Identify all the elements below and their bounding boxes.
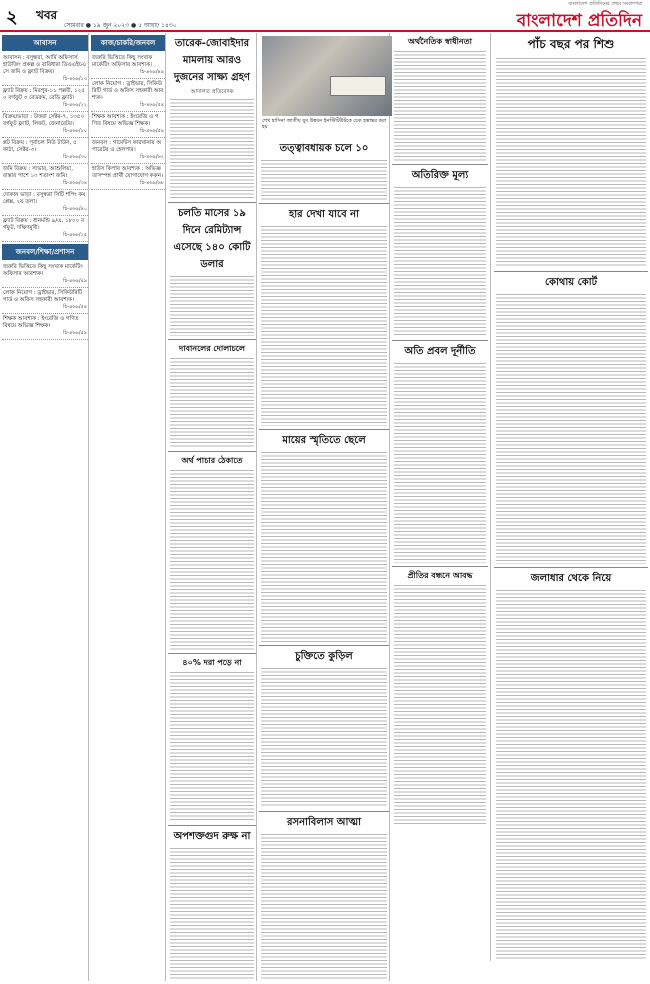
classified-ad-code: চি-৪৬৯/১৩ [63,76,87,82]
headline: তত্ত্বাবধায়ক চলে ১০ [279,143,369,154]
news-column-3 [168,33,257,981]
article-body [261,160,387,200]
article-body [394,51,486,161]
classified-header: কাজ/চাকরি/জনবল [91,35,165,51]
article-body [261,834,387,981]
article-body [394,363,486,563]
classified-ad-code: চি-৪৬৯/২২ [63,102,87,108]
classified-ad [2,86,88,112]
article-body [394,585,486,825]
classified-ad [2,138,88,164]
headline: তারেক-জোবাইদার মামলায় আরও দুজনের সাক্ষ্য গ্রহণ [174,38,250,83]
classified-ad [91,79,165,112]
article-body [170,470,254,650]
article-body [496,294,646,564]
classified-ad-text: ফ্ল্যাট বিক্রয় : মিরপুর-১১ পল্লবী, ১২৫০ বর্গফুট ৩ বেডরুম, রেডি ফ্ল্যাট। [3,88,85,101]
classified-ad-code: চি-৪৬৯/৫৪ [63,304,87,310]
classified-ad [2,112,88,138]
classified-ad-text: জনবল : গার্মেন্টস কারখানায় অপারেটর ও হেলপার। [92,140,162,153]
classified-ad-code: চি-৪৬৯/৫৪ [140,102,164,108]
headline: পাঁচ বছর পর শিশু [527,37,615,51]
classified-ad-code: চি-৪৬৯/৩০ [63,154,87,160]
classified-ad-text: ফ্ল্যাট বিক্রয় : ধানমন্ডি ৯/এ, ১৮০০ বর্গফুট, দক্ষিণমুখী। [3,218,85,231]
headline: অপশক্তগুদ রুক্ষ না [173,831,251,842]
article-body [170,672,254,822]
classified-ad [2,216,88,242]
dateline: সোমবার ● ১৯ জুন ২০২৩ ● ৫ আষাঢ় ১৪৩০ [64,22,177,29]
cheque-board [330,76,386,96]
classified-ad-code: চি-৪৬৯/৫৯ [63,330,87,336]
headline: অর্থনৈতিক স্বাধীনতা [408,37,472,46]
classified-ad-code: চি-৪৬৯/৪৯ [140,69,164,75]
classified-ad-text: জরুরি ভিত্তিতে কিছু সংখ্যক মার্কেটিং অফিসার আবশ্যক। [92,55,153,68]
section-name: খবর [36,8,58,22]
photo-caption: শেখ হাসিনা জাতীয় যুব উন্নয়ন ইনস্টিটিউটকে চেক হস্তান্তর করা হয় [262,118,387,130]
classified-ad-code: চি-৪৬৯/৬২ [140,154,164,160]
headline: রসনাবিলাস আত্মা [286,817,362,828]
classified-ad [91,53,165,79]
headline: মায়ের স্মৃতিতে ছেলে [282,435,366,446]
classified-ad [91,112,165,138]
headline: জলাধার থেকে নিয়ে [530,573,612,584]
classified-ad-code: চি-৪৬৮/১৫ [63,232,87,238]
classified-ad [91,164,165,190]
headline: চলতি মাসের ১৯ দিনে রেমিট্যান্স এসেছে ১৪০ কোটি ডলার [173,208,251,270]
classified-ad-text: আবাসন : বসুন্ধরা, আর্মি অফিসার্স হাউজিং প্রকল্প ও বারিধারা ডিওএইচএসে জমি ও ফ্ল্যাট বিক্রয়। [3,55,86,75]
classified-ad-text: হাউস কিপার আবশ্যক : অভিজ্ঞতাসম্পন্ন প্রার্থী যোগাযোগ করুন। [92,166,164,179]
headline: অতিরিক্ত মূল্য [411,170,469,181]
article-body [261,452,387,642]
classified-ad-text: জমি বিক্রয় : সাভার, আশুলিয়া, রাস্তার পাশে ১০ শতাংশ জমি। [3,166,73,179]
headline: দাবানলের দোলাচলে [179,344,245,353]
classifieds-column-1 [2,33,89,981]
classified-ad-code: চি-৪৬৮/১০ [63,128,87,134]
classified-ad-code: চি-৪৬৯/৬৮ [140,180,164,186]
classified-ad [2,190,88,216]
byline: আদালত প্রতিবেদক [190,89,234,95]
headline: হার দেখা যাবে না [289,209,359,220]
tagline: বাংলাদেশ প্রতিদিনের প্রথম সংবাদপত্র [568,1,642,7]
classified-ad-code: চি-৪৬৯/৪৯ [63,278,87,284]
classified-ad-text: দোকান ভাড়া : বসুন্ধরা সিটি শপিং কমপ্লেক্স, ২য় তলা। [3,192,86,205]
headline: অর্থ পাচার ঠেকাতে [181,456,243,465]
article-body [170,358,254,448]
article-body [394,187,486,337]
classified-ad [2,164,88,190]
classified-ad-text: প্লট বিক্রয় : পূর্বাচল নিউ টাউন, ৫ কাঠা, সেক্টর-৩। [3,140,77,153]
brand-logo: বাংলাদেশ প্রতিদিন [516,11,642,31]
classified-ad [91,138,165,164]
article-body [261,668,387,808]
classified-ad-text: জরুরি ভিত্তিতে কিছু সংখ্যক মার্কেটিং অফিসার আবশ্যক। [3,264,83,277]
classified-ad-text: শিক্ষক আবশ্যক : ইংরেজি ও গণিত বিষয়ে অভিজ্ঞ শিক্ষক। [3,316,79,329]
headline: ৪০% দরা পড়ে না [182,658,242,667]
article-body [170,848,254,981]
article-body [496,590,646,960]
classified-header: আবাসন [2,35,88,51]
classified-ad-code: চি-৪৬৯/৩৪ [63,180,87,186]
headline: চুক্তিতে কুড়িল [295,651,353,662]
classified-ad-text: লোক নিয়োগ : ড্রাইভার, সিকিউরিটি গার্ড ও অফিস সহকারী আবশ্যক। [3,290,83,303]
masthead [0,0,650,32]
classified-ad-text: শিক্ষক আবশ্যক : ইংরেজি ও গণিত বিষয়ে অভিজ্ঞ শিক্ষক। [92,114,159,127]
headline: কোথায় কোর্ট [544,277,598,288]
headline: প্রীতির বন্ধনে আবদ্ধ [407,571,473,580]
classifieds-column-2 [91,33,166,981]
classified-ad-code: চি-৪৬৯/৪০ [63,206,87,212]
news-column-4 [259,33,390,981]
headline: অতি প্রবল দূর্নীতি [404,346,476,357]
news-column-5 [392,33,648,981]
article-body [170,276,254,336]
page-number: ২ [6,7,18,28]
classified-ad [2,262,88,288]
article-body [261,226,387,426]
classified-header: জনবল/শিক্ষা/প্রশাসন [2,244,88,260]
classified-ad-text: বিক্রয়/ভাড়া : উত্তরা সেক্টর-৭, ১৩৫০ বর্গফুট ফ্ল্যাট, লিফট, জেনারেটর। [3,114,85,127]
classified-ad [2,288,88,314]
classified-ad [2,314,88,340]
classified-ad [2,53,88,86]
classified-ad-code: চি-৪৬৯/৫৯ [140,128,164,134]
classified-ad-text: লোক নিয়োগ : ড্রাইভার, সিকিউরিটি গার্ড ও অফিস সহকারী আবশ্যক। [92,81,164,101]
article-body [496,58,646,268]
article-body [170,99,254,199]
